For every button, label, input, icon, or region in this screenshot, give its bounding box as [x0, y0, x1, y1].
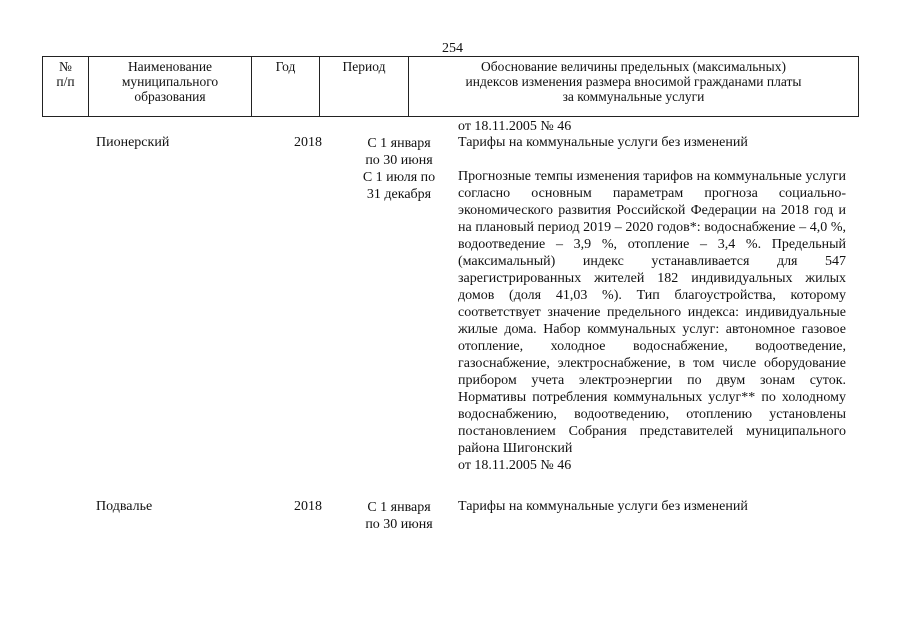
row-1-forecast-end: от 18.11.2005 № 46	[458, 458, 572, 473]
page-number: 254	[442, 41, 463, 56]
table-header	[42, 56, 859, 117]
row-2-tariff-text: Тарифы на коммунальные услуги без изменений	[458, 499, 748, 514]
row-1-period	[358, 135, 440, 203]
header-justification: Обоснование величины предельных (максимальных) индексов изменения размера вносимой гражданами платы за коммунальные услуги	[409, 57, 859, 117]
header-municipality-name: Наименование муниципального образования	[89, 57, 252, 117]
row-1-forecast	[458, 168, 846, 474]
row-1-period-first-half: С 1 января по 30 июня	[365, 136, 433, 168]
header-period: Период	[320, 57, 409, 117]
header-number: № п/п	[43, 57, 89, 117]
row-1-municipality: Пионерский	[96, 135, 170, 150]
row-2-period: С 1 января по 30 июня	[365, 500, 433, 532]
row-1-period-second-half: С 1 июля по 31 декабря	[362, 170, 436, 202]
row-1-year: 2018	[294, 135, 322, 150]
row-1-forecast-text: Прогнозные темпы изменения тарифов на коммунальные услуги согласно основным параметрам прогноза социально-экономического развития Российской Федерации на 2018 год и на плановый период 2019 – 2020 годов*: водоснабжение – 4,0 %, водоотведение – 3,9 %, отопление – 3,4 %. Предельный (максимальный) индекс устанавливается для 547 зарегистрированных жителей 182 индивидуальных жилых домов (доля 41,03 %). Тип благоустройства, которому соответствует значение предельного индекса: индивидуальные жилые дома. Набор коммунальных услуг: автономное газовое отопление, холодное водоснабжение, водоотведение, газоснабжение, электроснабжение, в том числе оборудование прибором учета электроэнергии по двум зонам суток. Нормативы потребления коммунальных услуг** по холодному водоснабжению, водоотведению, отоплению установлены постановлением Собрания представителей муниципального района Шигонский	[458, 169, 846, 456]
continuation-text: от 18.11.2005 № 46	[458, 119, 572, 134]
row-2-municipality: Подвалье	[96, 499, 153, 514]
row-2-year: 2018	[294, 499, 322, 514]
header-year: Год	[252, 57, 320, 117]
row-1-tariff-text: Тарифы на коммунальные услуги без изменений	[458, 135, 748, 150]
